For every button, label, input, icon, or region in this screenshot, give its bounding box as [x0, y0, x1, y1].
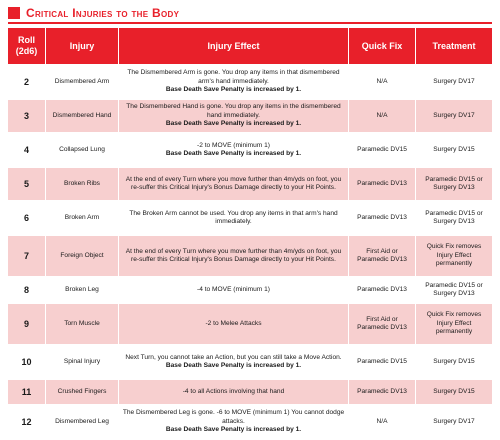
quick-fix-cell: Paramedic DV13 — [349, 202, 416, 234]
injury-cell: Crushed Fingers — [46, 380, 119, 404]
treatment-cell: Paramedic DV15 or Surgery DV13 — [416, 202, 492, 234]
treatment-cell: Paramedic DV15 or Surgery DV13 — [416, 168, 492, 200]
quick-fix-cell: N/A — [349, 406, 416, 438]
effect-penalty-text: Base Death Save Penalty is increased by 1. — [165, 362, 302, 369]
roll-cell: 6 — [8, 202, 46, 234]
effect-cell — [119, 100, 349, 132]
roll-cell: 4 — [8, 134, 46, 166]
table-row — [8, 406, 492, 438]
quick-fix-cell: Paramedic DV13 — [349, 380, 416, 404]
section-heading — [8, 4, 492, 22]
effect-cell — [119, 278, 349, 302]
roll-cell: 9 — [8, 304, 46, 344]
effect-cell — [119, 202, 349, 234]
effect-penalty-text: Base Death Save Penalty is increased by 1. — [165, 120, 302, 128]
injury-cell: Broken Ribs — [46, 168, 119, 200]
treatment-cell: Quick Fix removes Injury Effect permanently — [416, 236, 492, 276]
injury-cell: Foreign Object — [46, 236, 119, 276]
quick-fix-cell: Paramedic DV13 — [349, 168, 416, 200]
quick-fix-cell: Paramedic DV15 — [349, 346, 416, 378]
header-injury: Injury — [46, 28, 119, 64]
header-quick-fix: Quick Fix — [349, 28, 416, 64]
table-row — [8, 168, 492, 200]
page-title: Critical Injuries to the Body — [26, 6, 180, 20]
treatment-cell: Surgery DV17 — [416, 100, 492, 132]
effect-cell — [119, 346, 349, 378]
injury-cell: Spinal Injury — [46, 346, 119, 378]
roll-cell: 2 — [8, 66, 46, 98]
table-row — [8, 278, 492, 302]
table-row — [8, 380, 492, 404]
effect-text: -4 to MOVE (minimum 1) — [197, 285, 270, 293]
table-row — [8, 346, 492, 378]
quick-fix-cell: N/A — [349, 100, 416, 132]
effect-cell — [119, 168, 349, 200]
critical-injuries-table — [8, 26, 492, 440]
quick-fix-cell: First Aid or Paramedic DV13 — [349, 304, 416, 344]
effect-cell — [119, 304, 349, 344]
injury-cell: Broken Leg — [46, 278, 119, 302]
effect-text: Next Turn, you cannot take an Action, but you can still take a Move Action. — [125, 353, 342, 361]
injury-cell: Dismembered Arm — [46, 66, 119, 98]
header-roll: Roll (2d6) — [8, 28, 46, 64]
quick-fix-cell: Paramedic DV15 — [349, 134, 416, 166]
effect-text: The Dismembered Leg is gone. -6 to MOVE (minimum 1) You cannot dodge attacks. — [122, 409, 345, 425]
quick-fix-cell: N/A — [349, 66, 416, 98]
effect-text: The Dismembered Hand is gone. You drop any items in the dismembered hand immediately. — [126, 103, 341, 119]
header-effect: Injury Effect — [119, 28, 349, 64]
roll-cell: 5 — [8, 168, 46, 200]
table-row — [8, 304, 492, 344]
table-row — [8, 236, 492, 276]
table-row — [8, 100, 492, 132]
roll-cell: 10 — [8, 346, 46, 378]
treatment-cell: Surgery DV15 — [416, 346, 492, 378]
roll-cell: 11 — [8, 380, 46, 404]
roll-cell: 3 — [8, 100, 46, 132]
effect-cell — [119, 236, 349, 276]
effect-cell — [119, 134, 349, 166]
table-row — [8, 66, 492, 98]
injury-cell: Dismembered Leg — [46, 406, 119, 438]
effect-text: -2 to Melee Attacks — [205, 319, 262, 327]
header-treatment: Treatment — [416, 28, 492, 64]
treatment-cell: Surgery DV15 — [416, 134, 492, 166]
quick-fix-cell: Paramedic DV13 — [349, 278, 416, 302]
treatment-cell: Quick Fix removes Injury Effect permanently — [416, 304, 492, 344]
treatment-cell: Surgery DV17 — [416, 66, 492, 98]
effect-cell — [119, 380, 349, 404]
injury-cell: Broken Arm — [46, 202, 119, 234]
table-header-row — [8, 28, 492, 64]
effect-text: -4 to all Actions involving that hand — [182, 387, 285, 395]
injury-cell: Torn Muscle — [46, 304, 119, 344]
effect-text: -2 to MOVE (minimum 1) — [197, 141, 270, 149]
effect-cell — [119, 66, 349, 98]
quick-fix-cell: First Aid or Paramedic DV13 — [349, 236, 416, 276]
table-row — [8, 202, 492, 234]
roll-cell: 8 — [8, 278, 46, 302]
effect-cell — [119, 406, 349, 438]
treatment-cell: Paramedic DV15 or Surgery DV13 — [416, 278, 492, 302]
effect-text: The Dismembered Arm is gone. You drop any items in that dismembered arm's hand immediately. — [127, 69, 340, 85]
effect-penalty-text: Base Death Save Penalty is increased by 1. — [165, 86, 302, 94]
effect-penalty-text: Base Death Save Penalty is increased by 1. — [165, 426, 302, 434]
heading-square-icon — [8, 7, 20, 19]
treatment-cell: Surgery DV17 — [416, 406, 492, 438]
effect-text: The Broken Arm cannot be used. You drop any items in that arm's hand immediately. — [129, 209, 338, 225]
effect-text: At the end of every Turn where you move further than 4m/yds on foot, you re-suffer this Critical Injury's Bonus Damage directly to your Hit Points. — [125, 175, 342, 191]
table-row — [8, 134, 492, 166]
heading-underline — [8, 22, 492, 24]
effect-text: At the end of every Turn where you move further than 4m/yds on foot, you re-suffer this Critical Injury's Bonus Damage directly to your Hit Points. — [125, 247, 342, 263]
effect-penalty-text: Base Death Save Penalty is increased by 1. — [165, 150, 302, 157]
roll-cell: 12 — [8, 406, 46, 438]
injury-cell: Collapsed Lung — [46, 134, 119, 166]
roll-cell: 7 — [8, 236, 46, 276]
treatment-cell: Surgery DV15 — [416, 380, 492, 404]
injury-cell: Dismembered Hand — [46, 100, 119, 132]
